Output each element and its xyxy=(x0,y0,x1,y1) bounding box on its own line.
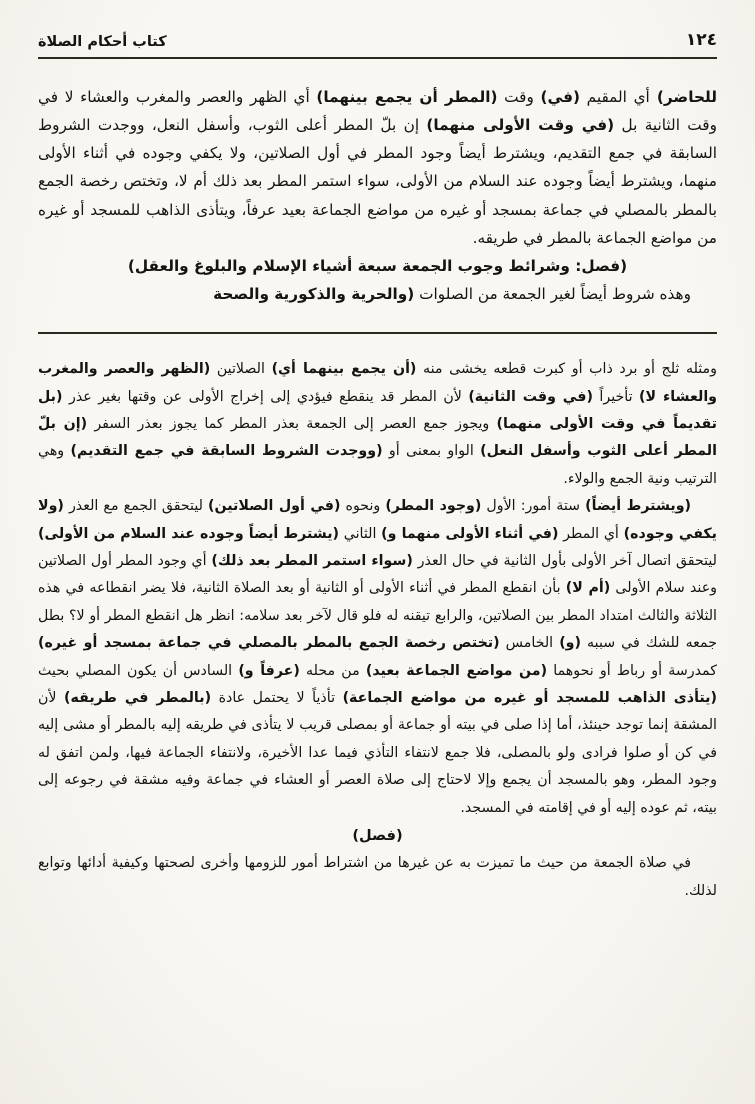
matn-section xyxy=(38,83,717,308)
commentary-section xyxy=(38,356,717,905)
fasl-subheading: (فصل) xyxy=(352,827,403,845)
matn-continuation: وهذه شروط أيضاً لغير الجمعة من الصلوات (والحرية والذكورية والصحة xyxy=(213,284,691,303)
matn-paragraph: للحاضر) أي المقيم (في) وقت (المطر أن يجمع بينهما) أي الظهر والعصر والمغرب والعشاء لا في وقت الثانية بل (في وقت الأولى منهما) إن بلّ المطر أعلى الثوب، وأسفل النعل، ووجدت الشروط السابقة في جمع التقديم، ويشترط أيضاً وجود المطر في أول الصلاتين، ولا يكفي وجوده في أثناء الأولى منهما، ويشترط أيضاً وجوده عند السلام من الأولى، سواء استمر المطر بعد ذلك أم لا، وتختص رخصة الجمع بالمطر بالمصلي في جماعة بمسجد أو غيره من مواضع الجماعة بعيد عرفاً، ويتأذى الذاهب للمسجد أو غيره من مواضع الجماعة بالمطر في طريقه. xyxy=(38,88,718,247)
page-header xyxy=(38,30,717,59)
book-title: كتاب أحكام الصلاة xyxy=(38,34,167,50)
section-divider xyxy=(38,332,717,334)
page-number: ١٢٤ xyxy=(685,30,717,50)
commentary-paragraph: (ويشترط أيضاً) ستة أمور: الأول (وجود المطر) ونحوه (في أول الصلاتين) ليتحقق الجمع مع العذر (ولا يكفي وجوده) أي المطر (في أثناء الأولى منهما و) الثاني (يشترط أيضاً وجوده عند السلام من الأولى) ليتحقق اتصال آخر الأولى بأول الثانية في حال العذر (سواء استمر المطر بعد ذلك) أي وجود المطر أول الصلاتين وعند سلام الأولى (أم لا) بأن انقطع المطر في أثناء الأولى أو الثانية أو بعد الصلاة الثانية، فلا يضر انقطاعه في هذه الثلاثة والثالث امتداد المطر بين الصلاتين، والرابع تيقنه له فلو قال لآخر بعد سلامه: انظر هل انقطع المطر أو لا؟ بطل جمعه للشك في سببه (و) الخامس (تختص رخصة الجمع بالمطر بالمصلي في جماعة بمسجد أو غيره) كمدرسة أو رباط أو نحوهما (من مواضع الجماعة بعيد) من محله (عرفاً و) السادس أن يكون المصلي بحيث (يتأذى الذاهب للمسجد أو غيره من مواضع الجماعة) تأذياً لا يحتمل عادة (بالمطر في طريقه) لأن المشقة إنما توجد حينئذ، أما إذا صلى في بيته أو جماعة أو بمصلى قريب لا يتأذى في طريقه إليه بالمطر أو مشى إليه في كن أو صلوا فرادى ولو بالمصلى، فلا جمع لانتفاء التأذي فيما عدا الأخيرة، ولانتفاء الجماعة فيها، ولمن اتفق له وجود المطر، وهو بالمسجد أن يجمع وإلا لاحتاج إلى صلاة العصر أو العشاء في جماعة وفيه مشقة في رجوعه إلى بيته، ثم عوده إليه أو في إقامته في المسجد. xyxy=(38,498,718,816)
commentary-paragraph: ومثله ثلج أو برد ذاب أو كبرت قطعه يخشى منه (أن يجمع بينهما أي) الصلاتين (الظهر والعصر والمغرب والعشاء لا) تأخيراً (في وقت الثانية) لأن المطر قد ينقطع فيؤدي إلى إخراج الأولى عن وقتها بغير عذر (بل تقديماً في وقت الأولى منهما) ويجوز جمع العصر إلى الجمعة بعذر المطر كما يجوز بعذر السفر (إن بلّ المطر أعلى الثوب وأسفل النعل) الواو بمعنى أو (ووجدت الشروط السابقة في جمع التقديم) وهي الترتيب ونية الجمع والولاء. xyxy=(38,361,718,487)
closing-paragraph: في صلاة الجمعة من حيث ما تميزت به عن غيرها من اشتراط أمور للزومها وأخرى لصحتها وكيفية أدائها وتوابع لذلك. xyxy=(38,855,717,899)
fasl-heading: (فصل: وشرائط وجوب الجمعة سبعة أشياء الإسلام والبلوغ والعقل) xyxy=(127,256,628,275)
